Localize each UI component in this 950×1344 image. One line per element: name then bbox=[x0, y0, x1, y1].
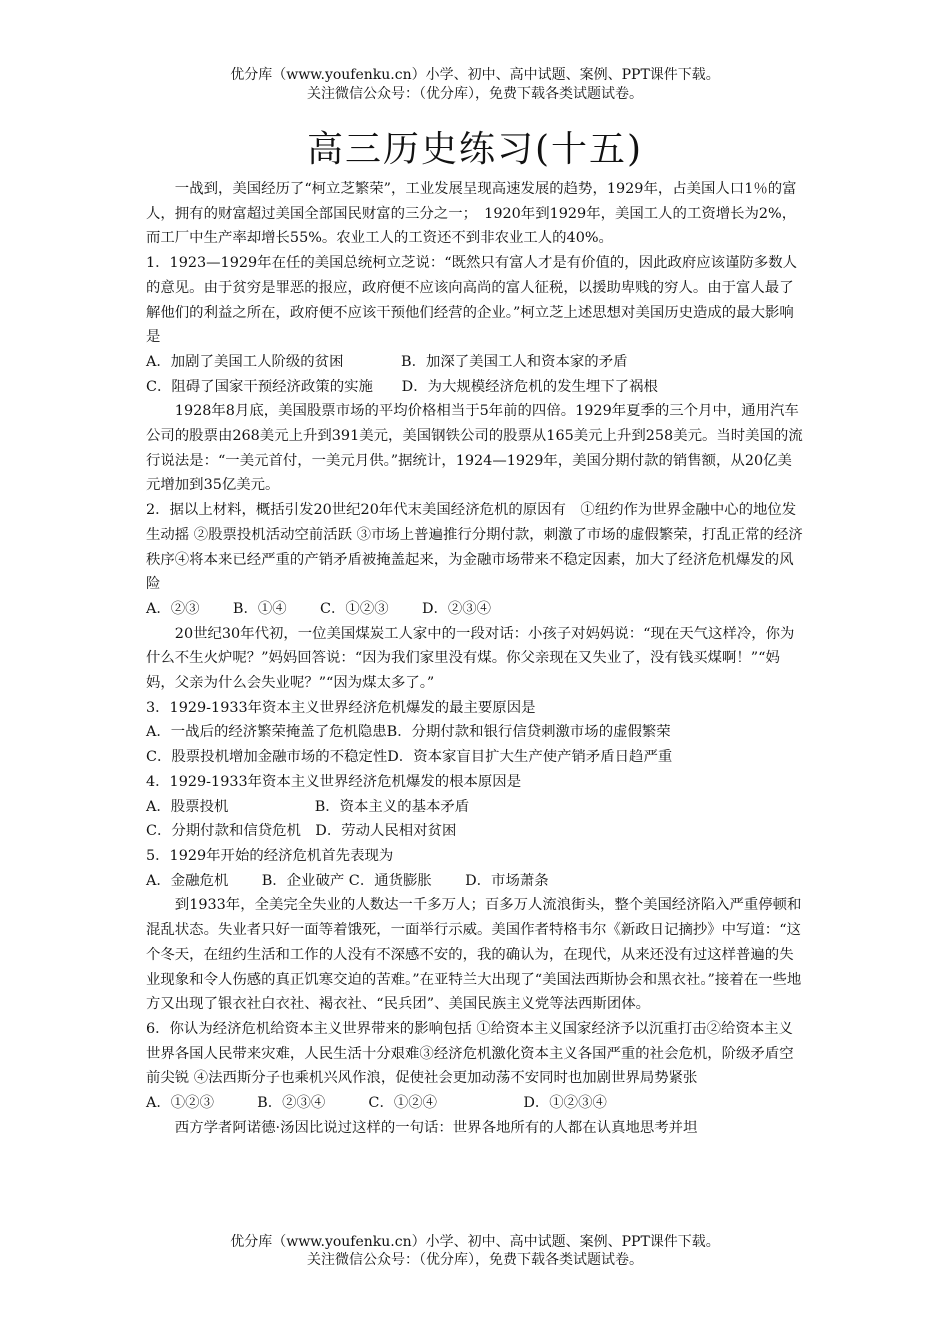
question-4-stem: 4．1929-1933年资本主义世界经济危机爆发的根本原因是 bbox=[146, 773, 522, 790]
material-paragraph-3: 20世纪30年代初，一位美国煤炭工人家中的一段对话：小孩子对妈妈说：“现在天气这样冷，你为什么不生火炉呢？”妈妈回答说：“因为我们家里没有煤。你父亲现在又失业了，没有钱买煤啊！”“妈妈，父亲为什么会失业呢？”“因为煤太多了。” bbox=[146, 625, 795, 692]
header-line-1: 优分库（www.youfenku.cn）小学、初中、高中试题、案例、PPT课件下载。 bbox=[230, 67, 720, 83]
question-3-stem: 3．1929-1933年资本主义世界经济危机爆发的最主要原因是 bbox=[146, 699, 536, 716]
question-2-options: A．②③ B．①④ C．①②③ D．②③④ bbox=[146, 600, 492, 617]
question-3-options-cd: C．股票投机增加金融市场的不稳定性D．资本家盲目扩大生产使产销矛盾日趋严重 bbox=[146, 749, 673, 766]
question-6-stem: 6．你认为经济危机给资本主义世界带来的影响包括 ①给资本主义国家经济予以沉重打击②给资本主义世界各国人民带来灾难，人民生活十分艰难③经济危机激化资本主义各国严重的社会危机，阶级矛盾空前尖锐 ④法西斯分子也乘机兴风作浪，促使社会更加动荡不安同时也加剧世界局势紧张 bbox=[146, 1020, 794, 1087]
document-body bbox=[146, 177, 806, 1140]
page-title: 高三历史练习(十五) bbox=[306, 129, 644, 170]
question-1-options-cd: C．阻碍了国家干预经济政策的实施 D．为大规模经济危机的发生埋下了祸根 bbox=[146, 378, 658, 395]
header-line-2: 关注微信公众号：（优分库），免费下载各类试题试卷。 bbox=[307, 86, 643, 102]
question-1-stem: 1．1923—1929年在任的美国总统柯立芝说：“既然只有富人才是有价值的，因此政府应该谨防多数人的意见。由于贫穷是罪恶的报应，政府便不应该向高尚的富人征税，以援助卑贱的穷人。由于富人最了解他们的利益之所在，政府便不应该干预他们经营的企业。”柯立芝上述思想对美国历史造成的最大影响是 bbox=[146, 255, 797, 346]
question-6-options: A．①②③ B．②③④ C．①②④ D．①②③④ bbox=[146, 1095, 607, 1112]
question-3-options-ab: A．一战后的经济繁荣掩盖了危机隐患B．分期付款和银行信贷刺激市场的虚假繁荣 bbox=[146, 724, 671, 741]
question-5-options: A．金融危机 B．企业破产 C．通货膨胀 D．市场萧条 bbox=[146, 872, 549, 889]
question-4-options-ab: A．股票投机 B．资本主义的基本矛盾 bbox=[146, 798, 470, 815]
footer-line-2: 关注微信公众号：（优分库），免费下载各类试题试卷。 bbox=[307, 1252, 643, 1268]
footer-line-1: 优分库（www.youfenku.cn）小学、初中、高中试题、案例、PPT课件下载。 bbox=[230, 1234, 720, 1250]
material-paragraph-2: 1928年8月底，美国股票市场的平均价格相当于5年前的四倍。1929年夏季的三个月中，通用汽车公司的股票由268美元上升到391美元，美国钢铁公司的股票从165美元上升到258美元。当时美国的流行说法是：“一美元首付，一美元月供。”据统计，1924—1929年，美国分期付款的销售额，从20亿美元增加到35亿美元。 bbox=[146, 403, 803, 494]
question-2-stem: 2．据以上材料，概括引发20世纪20年代末美国经济危机的原因有 ①纽约作为世界金融中心的地位发生动摇 ②股票投机活动空前活跃 ③市场上普遍推行分期付款，刺激了市场的虚假繁荣，打乱正常的经济秩序④将本来已经严重的产销矛盾被掩盖起来，为金融市场带来不稳定因素，加大了经济危机爆发的风险 bbox=[146, 502, 803, 593]
material-paragraph-1: 一战到，美国经历了“柯立芝繁荣”，工业发展呈现高速发展的趋势，1929年，占美国人口1％的富人，拥有的财富超过美国全部国民财富的三分之一； 1920年到1929年，美国工人的工资增长为2%，而工厂中生产率却增长55%。农业工人的工资还不到非农业工人的40%。 bbox=[146, 181, 797, 247]
question-5-stem: 5．1929年开始的经济危机首先表现为 bbox=[146, 847, 394, 864]
question-1-options-ab: A．加剧了美国工人阶级的贫困 B．加深了美国工人和资本家的矛盾 bbox=[146, 353, 628, 370]
material-paragraph-5: 西方学者阿诺德·汤因比说过这样的一句话：世界各地所有的人都在认真地思考并坦 bbox=[174, 1119, 698, 1136]
material-paragraph-4: 到1933年，全美完全失业的人数达一千多万人；百多万人流浪街头，整个美国经济陷入严重停顿和混乱状态。失业者只好一面等着饿死，一面举行示威。美国作者特格韦尔《新政日记摘抄》中写道：“这个冬天，在纽约生活和工作的人没有不深感不安的，我的确认为，在现代，从来还没有过这样普遍的失业现象和令人伤感的真正饥寒交迫的苦难。”在亚特兰大出现了“美国法西斯协会和黑衣社。”接着在一些地方又出现了银衣社白衣社、褐衣社、“民兵团”、美国民族主义党等法西斯团体。 bbox=[146, 897, 802, 1013]
question-4-options-cd: C．分期付款和信贷危机 D．劳动人民相对贫困 bbox=[146, 823, 457, 840]
